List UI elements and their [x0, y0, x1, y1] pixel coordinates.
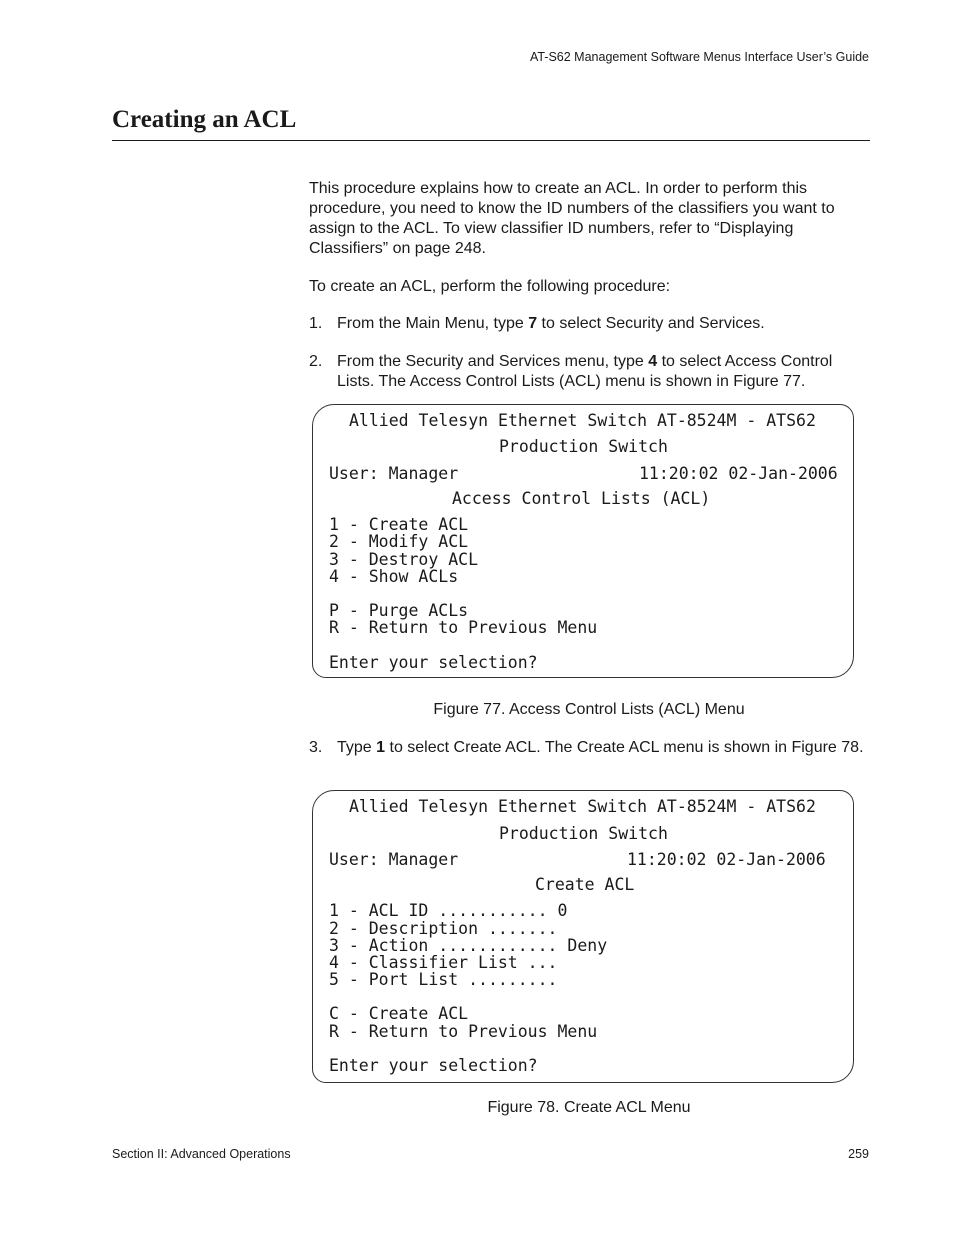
terminal-prompt: Enter your selection?: [329, 1056, 538, 1075]
menu-item: 5 - Port List .........: [329, 970, 558, 989]
title-rule: [112, 140, 870, 141]
menu-item: 1 - ACL ID ........... 0: [329, 901, 568, 920]
terminal-menu-title: Create ACL: [535, 875, 635, 894]
terminal-prompt: Enter your selection?: [329, 653, 538, 672]
terminal-menu-title: Access Control Lists (ACL): [452, 489, 711, 508]
intro-paragraph: This procedure explains how to create an ACL. In order to perform this procedure, you need to know the ID numbers of the classifiers you want to assign to the ACL. To view classifier ID numbers, refer to “Displaying Classifiers” on page 248.: [309, 180, 835, 257]
step-number: 3.: [309, 739, 323, 756]
step-text: From the Main Menu, type: [337, 315, 529, 332]
step-2: [309, 352, 874, 392]
step-key: 7: [528, 315, 538, 332]
step-1: [309, 314, 874, 334]
step-text: Type: [337, 739, 377, 756]
menu-action: P - Purge ACLs: [329, 601, 469, 620]
terminal-create-acl-menu: [312, 790, 854, 1083]
terminal-datetime: 11:20:02 02-Jan-2006: [639, 464, 838, 483]
menu-action: R - Return to Previous Menu: [329, 1022, 598, 1041]
menu-item: 3 - Destroy ACL: [329, 550, 479, 569]
terminal-user: User: Manager: [329, 850, 459, 869]
step-text: to select Access Control Lists. The Access Control Lists (ACL) menu is shown in Figure 77.: [337, 353, 833, 390]
step-text: to select Security and Services.: [537, 315, 765, 332]
menu-item: 4 - Classifier List ...: [329, 953, 558, 972]
menu-item: 4 - Show ACLs: [329, 567, 459, 586]
menu-action: R - Return to Previous Menu: [329, 618, 598, 637]
terminal-subtitle: Production Switch: [499, 824, 668, 843]
terminal-banner: Allied Telesyn Ethernet Switch AT-8524M - ATS62: [349, 797, 816, 816]
figure-caption-77: Figure 77. Access Control Lists (ACL) Menu: [433, 701, 745, 718]
footer-section: Section II: Advanced Operations: [112, 1147, 291, 1161]
running-header: AT-S62 Management Software Menus Interface User’s Guide: [529, 50, 869, 64]
menu-item: 1 - Create ACL: [329, 515, 469, 534]
step-number: 2.: [309, 353, 323, 370]
step-3: [309, 738, 874, 758]
step-text: From the Security and Services menu, type: [337, 353, 649, 370]
terminal-user: User: Manager: [329, 464, 459, 483]
step-text: to select Create ACL. The Create ACL menu is shown in Figure 78.: [385, 739, 864, 756]
terminal-banner: Allied Telesyn Ethernet Switch AT-8524M - ATS62: [349, 411, 816, 430]
footer-page-number: 259: [848, 1147, 869, 1161]
step-key: 4: [648, 353, 658, 370]
step-number: 1.: [309, 315, 323, 332]
terminal-datetime: 11:20:02 02-Jan-2006: [627, 850, 826, 869]
menu-item: 2 - Modify ACL: [329, 532, 469, 551]
figure-caption-78: Figure 78. Create ACL Menu: [487, 1099, 691, 1116]
menu-action: C - Create ACL: [329, 1004, 469, 1023]
step-key: 1: [376, 739, 386, 756]
menu-item: 3 - Action ............ Deny: [329, 936, 608, 955]
terminal-subtitle: Production Switch: [499, 437, 668, 456]
procedure-intro: To create an ACL, perform the following procedure:: [309, 278, 671, 295]
page-title: Creating an ACL: [112, 106, 297, 133]
menu-item: 2 - Description .......: [329, 919, 558, 938]
terminal-acl-menu: [312, 404, 854, 678]
